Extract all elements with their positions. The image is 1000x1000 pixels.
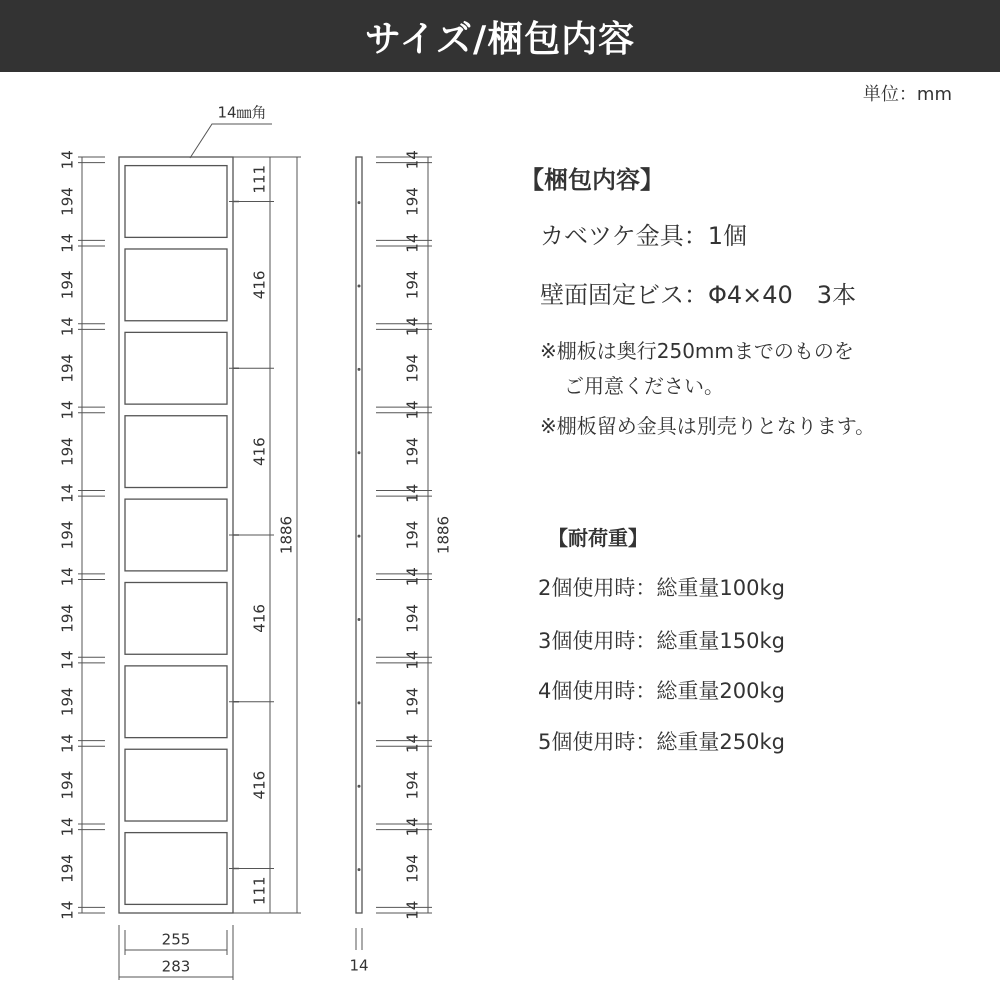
side-dim-label: 194 <box>403 187 422 216</box>
side-dim-label: 14 <box>403 233 422 253</box>
side-hole <box>358 868 361 871</box>
left-dim-label: 14 <box>58 317 77 337</box>
load-row: 5個使用時：総重量250kg <box>538 730 785 754</box>
package-item-bracket: カベツケ金具：1個 <box>540 222 748 250</box>
side-dim-label: 14 <box>403 733 422 753</box>
side-dim-label: 194 <box>403 520 422 550</box>
right-dim-label: 416 <box>250 437 269 466</box>
note-shelf-depth: ※棚板は奥行250mmまでのものを <box>540 339 854 363</box>
callout-label: 14㎜角 <box>217 103 267 122</box>
right-dim-label: 416 <box>250 770 269 800</box>
right-dim-label: 416 <box>250 270 269 300</box>
right-dim-label: 416 <box>250 604 269 633</box>
side-dim-label: 194 <box>403 270 422 300</box>
frame-cell <box>125 416 227 488</box>
side-hole <box>358 785 361 788</box>
left-dim-label: 14 <box>58 900 77 920</box>
package-item-screws: 壁面固定ビス：Φ4×40 3本 <box>540 281 857 309</box>
left-dim-label: 14 <box>58 650 77 670</box>
frame-cell <box>125 749 227 821</box>
side-dim-label: 14 <box>403 900 422 920</box>
left-dim-label: 194 <box>58 437 77 466</box>
left-dim-label: 194 <box>58 687 77 717</box>
side-dim-label: 194 <box>403 854 422 883</box>
load-row: 4個使用時：総重量200kg <box>538 679 785 703</box>
dimension-labels <box>59 104 453 976</box>
load-heading: 【耐荷重】 <box>548 526 648 550</box>
side-hole <box>358 451 361 454</box>
frame-cell <box>125 666 227 738</box>
left-dim-label: 14 <box>58 567 77 587</box>
side-dim-label: 14 <box>403 817 422 837</box>
frame-cell <box>125 249 227 321</box>
right-dim-label: 111 <box>250 876 269 906</box>
right-dim-label: 111 <box>250 164 269 194</box>
side-dim-label: 14 <box>403 483 422 503</box>
unit-label: 単位：mm <box>862 84 952 105</box>
side-hole <box>358 201 361 204</box>
side-dim-label: 14 <box>403 150 422 170</box>
frame-cell <box>125 332 227 404</box>
side-hole <box>358 701 361 704</box>
left-dim-label: 194 <box>58 353 77 383</box>
side-dim-label: 194 <box>403 437 422 466</box>
frame-cell <box>125 166 227 238</box>
total-height-label: 1886 <box>277 515 296 555</box>
note-shelf-depth-cont: ご用意ください。 <box>564 374 724 398</box>
side-hole <box>358 618 361 621</box>
note-shelf-clip: ※棚板留め金具は別売りとなります。 <box>540 414 876 438</box>
left-dim-label: 14 <box>58 733 77 753</box>
left-dim-label: 194 <box>58 604 77 633</box>
left-dim-label: 14 <box>58 150 77 170</box>
side-dim-label: 194 <box>403 687 422 717</box>
side-dim-label: 194 <box>403 353 422 383</box>
frame-cell <box>125 833 227 905</box>
side-hole <box>358 284 361 287</box>
side-hole <box>358 368 361 371</box>
inner-width-label: 255 <box>161 930 191 949</box>
side-width-label: 14 <box>349 956 369 975</box>
load-row: 3個使用時：総重量150kg <box>538 629 785 653</box>
frame-cell <box>125 499 227 571</box>
left-dim-label: 14 <box>58 483 77 503</box>
load-row: 2個使用時：総重量100kg <box>538 576 785 600</box>
side-dim-label: 14 <box>403 650 422 670</box>
left-dim-label: 194 <box>58 520 77 550</box>
front-view <box>78 124 301 980</box>
package-heading: 【梱包内容】 <box>520 166 664 194</box>
side-total-label: 1886 <box>434 515 453 555</box>
left-dim-label: 194 <box>58 770 77 800</box>
side-dim-label: 194 <box>403 604 422 633</box>
side-dim-label: 14 <box>403 317 422 337</box>
left-dim-label: 14 <box>58 817 77 837</box>
left-dim-label: 194 <box>58 854 77 883</box>
left-dim-label: 14 <box>58 400 77 420</box>
side-dim-label: 194 <box>403 770 422 800</box>
left-dim-label: 194 <box>58 270 77 300</box>
side-dim-label: 14 <box>403 567 422 587</box>
callout-leader <box>190 124 272 158</box>
left-dim-label: 14 <box>58 233 77 253</box>
outer-width-label: 283 <box>161 957 191 976</box>
side-hole <box>358 535 361 538</box>
left-dim-label: 194 <box>58 187 77 216</box>
side-dim-label: 14 <box>403 400 422 420</box>
frame-cell <box>125 582 227 654</box>
page-title: サイズ/梱包内容 <box>364 18 636 60</box>
